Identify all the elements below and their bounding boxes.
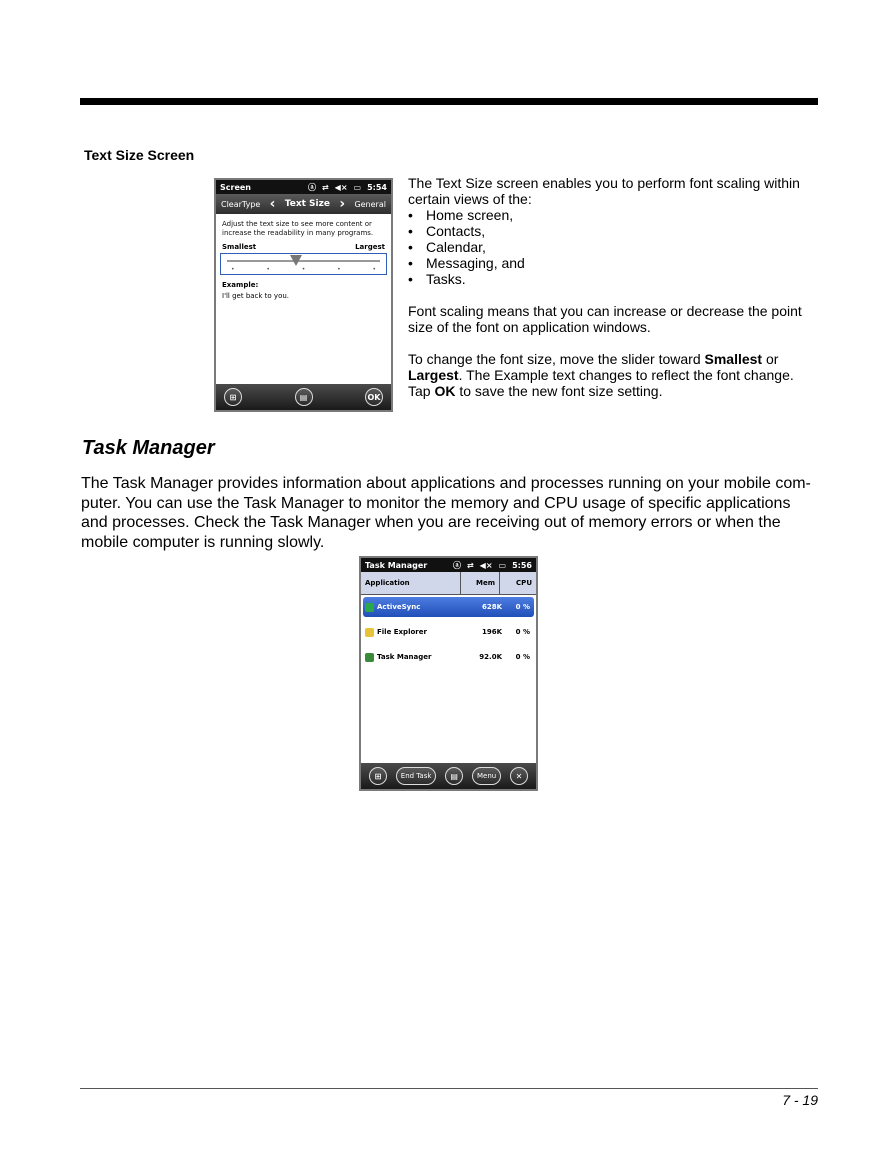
keyboard-button[interactable] [445, 767, 463, 785]
slider-thumb[interactable] [290, 255, 302, 266]
task-manager-screenshot [359, 556, 538, 791]
button-bar [361, 763, 536, 789]
app-icon [365, 603, 374, 612]
slider-ticks: • • • • • [231, 266, 376, 273]
keyboard-icon: ⓐ [307, 182, 316, 192]
button-bar [216, 384, 391, 410]
app-name: ActiveSync [377, 603, 421, 611]
smallest-label: Smallest [222, 243, 257, 251]
chevron-left-icon[interactable]: ‹ [269, 196, 276, 212]
end-task-button[interactable]: End Task [396, 767, 437, 785]
list-item: • Home screen, [408, 207, 818, 223]
table-row[interactable] [363, 597, 534, 617]
tab-text-size[interactable]: Text Size [284, 199, 330, 209]
windows-icon: ⊞ [374, 771, 382, 781]
table-header [361, 572, 536, 595]
app-mem: 92.0K [479, 653, 502, 661]
app-cpu: 0 % [515, 628, 530, 636]
keyboard-button[interactable] [295, 388, 313, 406]
windows-icon: ⊞ [229, 392, 237, 402]
battery-icon: ▭ [498, 560, 507, 570]
tab-bar [216, 194, 391, 214]
keyboard-icon: ⓐ [452, 560, 461, 570]
list-item: • Contacts, [408, 223, 818, 239]
app-icon [365, 628, 374, 637]
chevron-right-icon[interactable]: › [339, 196, 346, 212]
text-size-description-block [408, 175, 818, 399]
ok-button[interactable]: OK [365, 388, 383, 406]
text-size-description: Adjust the text size to see more content or increase the readability in many programs. [222, 220, 374, 237]
app-cpu: 0 % [515, 653, 530, 661]
example-label: Example: [222, 281, 259, 289]
slider-labels [222, 243, 385, 251]
app-name: Task Manager [377, 653, 432, 661]
text-size-slider[interactable] [220, 253, 387, 275]
slider-track [227, 260, 380, 262]
top-rule [80, 98, 818, 105]
windows-start-button[interactable] [369, 767, 387, 785]
scaling-text: Font scaling means that you can increase or decrease the point size of the font on application windows. [408, 303, 802, 335]
battery-icon: ▭ [353, 182, 362, 192]
process-list [361, 597, 536, 667]
menu-button[interactable]: Menu [472, 767, 501, 785]
app-mem: 628K [481, 603, 502, 611]
body-paragraph: The Task Manager provides information about applications and processes running on your mobile com-puter. You can use the Task Manager to monitor the memory and CPU usage of specific applications and processes. Check the Task Manager when you are receiving out of memory errors or when the mobile computer is running slowly. [81, 475, 811, 551]
close-icon: ✕ [515, 771, 523, 781]
keyboard-icon: ▤ [299, 392, 308, 402]
smallest-keyword: Smallest [704, 351, 763, 367]
text-size-screenshot [214, 178, 393, 412]
app-mem: 196K [481, 628, 502, 636]
largest-keyword: Largest [408, 367, 459, 383]
volume-mute-icon: ◀× [334, 182, 348, 192]
example-text: I'll get back to you. [222, 292, 290, 300]
column-cpu[interactable]: CPU [516, 579, 532, 587]
ok-keyword: OK [434, 383, 456, 399]
views-list [408, 207, 818, 287]
list-item: • Calendar, [408, 239, 818, 255]
sync-icon: ⇄ [321, 182, 329, 192]
status-bar [216, 180, 391, 194]
status-time: 5:54 [367, 182, 387, 192]
list-item: • Messaging, and [408, 255, 818, 271]
intro-text: The Text Size screen enables you to perform font scaling within certain views of the: [408, 175, 800, 207]
sub-heading: Text Size Screen [84, 147, 195, 163]
status-bar [361, 558, 536, 572]
section-title: Task Manager [82, 437, 215, 459]
bottom-rule [80, 1088, 818, 1089]
close-button[interactable] [510, 767, 528, 785]
column-application[interactable]: Application [361, 572, 461, 594]
table-row[interactable] [363, 622, 534, 642]
status-title: Task Manager [365, 560, 428, 570]
windows-start-button[interactable] [224, 388, 242, 406]
app-icon [365, 653, 374, 662]
table-row[interactable] [363, 647, 534, 667]
sync-icon: ⇄ [466, 560, 474, 570]
app-cpu: 0 % [515, 603, 530, 611]
list-item: • Tasks. [408, 271, 818, 287]
app-name: File Explorer [377, 628, 427, 636]
column-mem[interactable]: Mem [461, 572, 500, 594]
volume-mute-icon: ◀× [479, 560, 493, 570]
tab-cleartype[interactable]: ClearType [221, 199, 261, 209]
page-number: 7 - 19 [782, 1092, 818, 1108]
change-size-text: To change the font size, move the slider toward Smallest or Largest. The Example text changes to reflect the font change. Tap OK to save the new font size setting. [408, 351, 794, 399]
keyboard-icon: ▤ [450, 771, 458, 781]
status-title: Screen [220, 182, 251, 192]
status-time: 5:56 [512, 560, 532, 570]
largest-label: Largest [355, 243, 385, 251]
tab-general[interactable]: General [354, 199, 386, 209]
